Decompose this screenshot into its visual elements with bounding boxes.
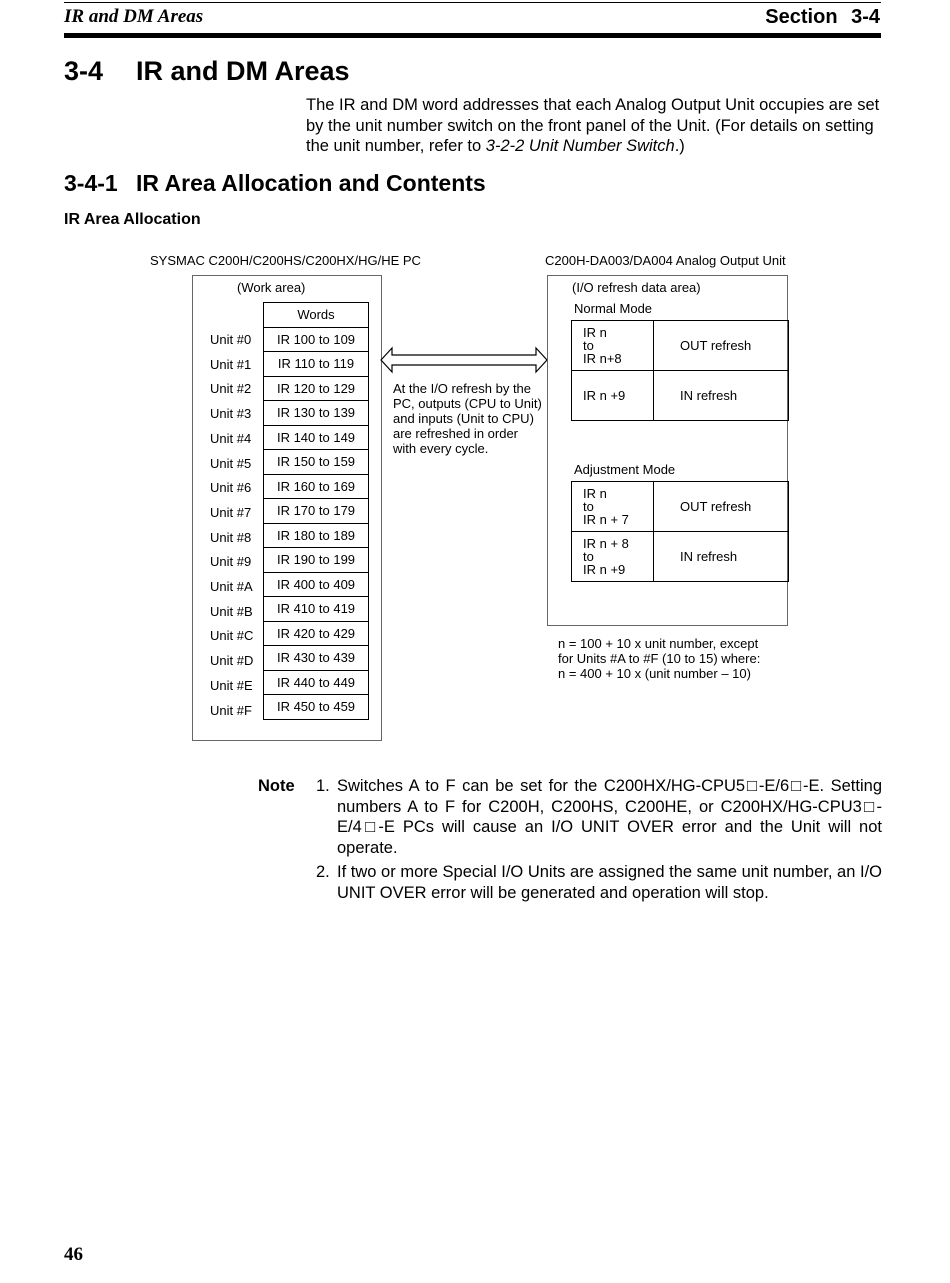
note-item <box>316 862 882 903</box>
intro-text: The IR and DM word addresses that each Analog Output Unit occupies are set by the unit number switch on the front panel of the Unit. (For details on setting the unit number, refer to <box>306 96 880 155</box>
ir-word-range: IR 160 to 169 <box>264 474 369 499</box>
range-end: IR n + 7 <box>583 512 629 527</box>
ir-word-range: IR 120 to 129 <box>264 376 369 401</box>
table-row <box>264 450 369 475</box>
normal-out-range <box>572 321 654 371</box>
note-number: 2. <box>316 863 330 881</box>
adjust-out-range <box>572 482 654 532</box>
intro-text-end: .) <box>674 137 685 155</box>
table-row <box>264 695 369 720</box>
unit-label: Unit #D <box>210 653 254 669</box>
range-to: to <box>583 549 594 564</box>
header-top-rule <box>64 2 881 3</box>
formula-line: for Units #A to #F (10 to 15) where: <box>558 651 761 666</box>
unit-label: Unit #7 <box>210 504 252 520</box>
adjust-out-function: OUT refresh <box>654 482 789 532</box>
normal-out-function: OUT refresh <box>654 321 789 371</box>
ir-word-range: IR 410 to 419 <box>264 597 369 622</box>
table-row <box>264 597 369 622</box>
table-row <box>264 401 369 426</box>
section-intro <box>306 95 886 157</box>
unit-diagram-title: C200H-DA003/DA004 Analog Output Unit <box>545 253 786 268</box>
normal-mode-label: Normal Mode <box>574 301 653 316</box>
words-header: Words <box>264 303 369 328</box>
table-row <box>264 352 369 377</box>
formula-line: n = 400 + 10 x (unit number – 10) <box>558 666 751 681</box>
ir-word-range: IR 180 to 189 <box>264 523 369 548</box>
range-start: IR n <box>583 325 607 340</box>
ir-word-range: IR 110 to 119 <box>264 352 369 377</box>
note-label: Note <box>258 777 295 795</box>
note-text: If two or more Special I/O Units are assigned the same unit number, an I/O UNIT OVER error will be generated and operation will stop. <box>337 863 882 902</box>
range-end: IR n+8 <box>583 351 622 366</box>
page-number: 46 <box>64 1244 83 1265</box>
ir-word-range: IR 190 to 199 <box>264 548 369 573</box>
table-row <box>264 425 369 450</box>
table-row <box>264 523 369 548</box>
io-refresh-area-label: (I/O refresh data area) <box>572 280 701 295</box>
header-thick-rule <box>64 33 881 38</box>
table-row <box>264 646 369 671</box>
range-start: IR n <box>583 486 607 501</box>
io-refresh-note: At the I/O refresh by the PC, outputs (CPU to Unit) and inputs (Unit to CPU) are refreshed in order with every cycle. <box>393 381 542 456</box>
address-formula <box>558 636 788 681</box>
subsection-title: IR Area Allocation and Contents <box>136 170 486 196</box>
table-row <box>264 327 369 352</box>
section-number: 3-4 <box>64 56 104 86</box>
running-header-title: IR and DM Areas <box>64 6 204 27</box>
range-start: IR n + 8 <box>583 536 629 551</box>
table-row <box>264 621 369 646</box>
note-number: 1. <box>316 777 330 795</box>
ir-word-range: IR 170 to 179 <box>264 499 369 524</box>
ir-word-range: IR 450 to 459 <box>264 695 369 720</box>
section-title: IR and DM Areas <box>136 56 350 86</box>
unit-label: Unit #9 <box>210 554 252 570</box>
unit-label: Unit #C <box>210 628 254 644</box>
ir-word-range: IR 430 to 439 <box>264 646 369 671</box>
subsection-heading <box>64 170 486 197</box>
adjustment-mode-table <box>571 481 789 582</box>
range-to: to <box>583 338 594 353</box>
table-row <box>264 376 369 401</box>
adjust-in-range <box>572 532 654 582</box>
normal-in-function: IN refresh <box>654 371 789 421</box>
ir-words-table <box>263 302 369 720</box>
unit-label: Unit #2 <box>210 381 252 397</box>
unit-label: Unit #1 <box>210 356 252 372</box>
unit-label: Unit #3 <box>210 406 252 422</box>
unit-label: Unit #E <box>210 677 253 693</box>
note-text: Switches A to F can be set for the C200HX/HG-CPU5□-E/6□-E. Setting numbers A to F for C200H, C200HS, C200HE, or C200HX/HG-CPU3□-E/4□-E PCs will cause an I/O UNIT OVER error and the Unit will not operate. <box>337 777 882 857</box>
ir-word-range: IR 100 to 109 <box>264 327 369 352</box>
normal-in-range: IR n +9 <box>572 371 654 421</box>
range-end: IR n +9 <box>583 562 626 577</box>
subheading: IR Area Allocation <box>64 211 201 228</box>
intro-cross-reference[interactable]: 3-2-2 Unit Number Switch <box>485 137 675 155</box>
running-header-section: Section 3-4 <box>765 6 880 28</box>
note-item <box>316 776 882 858</box>
ir-word-range: IR 150 to 159 <box>264 450 369 475</box>
table-row <box>264 670 369 695</box>
table-row <box>264 548 369 573</box>
unit-label: Unit #B <box>210 603 253 619</box>
ir-word-range: IR 400 to 409 <box>264 572 369 597</box>
work-area-label: (Work area) <box>237 280 306 295</box>
table-row <box>264 474 369 499</box>
unit-label: Unit #6 <box>210 480 252 496</box>
normal-mode-table <box>571 320 789 421</box>
adjustment-mode-label: Adjustment Mode <box>574 462 676 477</box>
double-arrow-icon <box>380 345 550 375</box>
table-row <box>264 572 369 597</box>
adjust-in-function: IN refresh <box>654 532 789 582</box>
unit-label: Unit #5 <box>210 455 252 471</box>
ir-word-range: IR 140 to 149 <box>264 425 369 450</box>
section-heading <box>64 56 350 87</box>
unit-label: Unit #4 <box>210 430 252 446</box>
formula-line: n = 100 + 10 x unit number, except <box>558 636 759 651</box>
unit-label: Unit #F <box>210 702 252 718</box>
unit-label: Unit #0 <box>210 332 252 347</box>
table-row <box>264 499 369 524</box>
ir-word-range: IR 420 to 429 <box>264 621 369 646</box>
ir-word-range: IR 130 to 139 <box>264 401 369 426</box>
unit-label: Unit #8 <box>210 529 252 545</box>
range-to: to <box>583 499 594 514</box>
pc-diagram-title: SYSMAC C200H/C200HS/C200HX/HG/HE PC <box>150 253 421 268</box>
ir-word-range: IR 440 to 449 <box>264 670 369 695</box>
unit-label: Unit #A <box>210 579 253 594</box>
subsection-number: 3-4-1 <box>64 170 118 196</box>
